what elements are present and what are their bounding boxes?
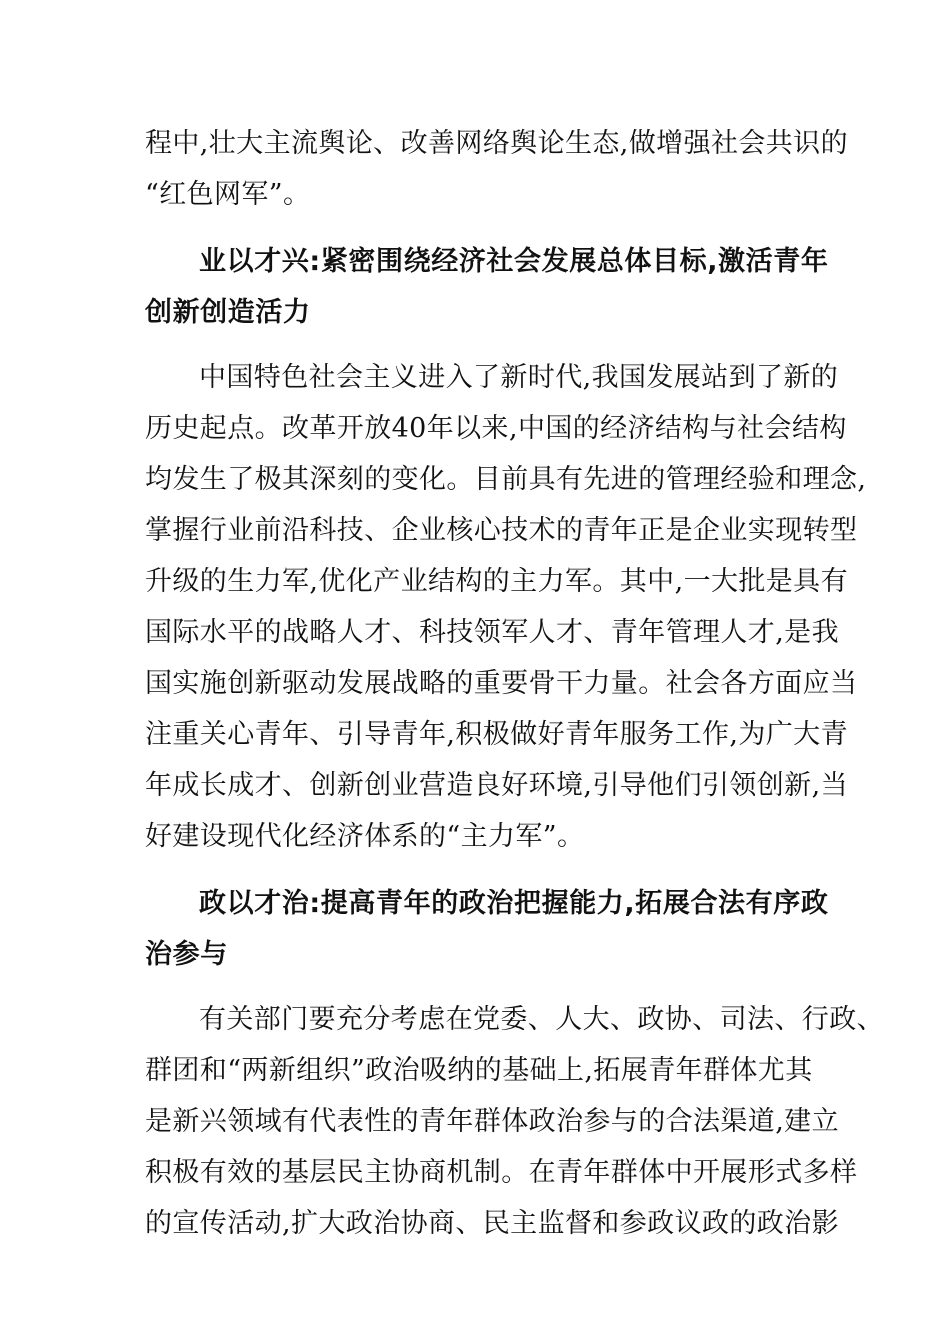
paragraph-line: 均发生了极其深刻的变化。目前具有先进的管理经验和理念,: [145, 464, 867, 495]
document-page: [145, 118, 884, 1249]
paragraph-line: 注重关心青年、引导青年,积极做好青年服务工作,为广大青: [145, 719, 848, 750]
paragraph-line: 升级的生力军,优化产业结构的主力军。其中,一大批是具有: [145, 566, 848, 597]
paragraph-line: 中国特色社会主义进入了新时代,我国发展站到了新的: [199, 362, 839, 393]
paragraph-line: 年成长成才、创新创业营造良好环境,引导他们引领创新,当: [145, 770, 848, 801]
intro-paragraph: [145, 118, 848, 220]
section-heading-2: [145, 878, 829, 980]
paragraph-line: 国实施创新驱动发展战略的重要骨干力量。社会各方面应当: [145, 668, 858, 699]
paragraph-line: 历史起点。改革开放40年以来,中国的经济结构与社会结构: [145, 413, 847, 444]
section-paragraph-1: [145, 352, 867, 862]
paragraph-line: 有关部门要充分考虑在党委、人大、政协、司法、行政、: [199, 1004, 884, 1035]
heading-line: 创新创造活力: [145, 297, 311, 328]
heading-line: 政以才治:提高青年的政治把握能力,拓展合法有序政: [199, 888, 829, 919]
section-heading-1: [145, 236, 829, 338]
paragraph-line: 程中,壮大主流舆论、改善网络舆论生态,做增强社会共识的: [145, 128, 848, 159]
paragraph-line: 群团和“两新组织”政治吸纳的基础上,拓展青年群体尤其: [145, 1055, 813, 1086]
section-paragraph-2: [145, 994, 884, 1249]
paragraph-line: 是新兴领域有代表性的青年群体政治参与的合法渠道,建立: [145, 1106, 839, 1137]
paragraph-line: “红色网军”。: [145, 179, 311, 210]
paragraph-line: 的宣传活动,扩大政治协商、民主监督和参政议政的政治影: [145, 1208, 839, 1239]
paragraph-line: 好建设现代化经济体系的“主力军”。: [145, 821, 585, 852]
heading-line: 业以才兴:紧密围绕经济社会发展总体目标,激活青年: [199, 246, 829, 277]
paragraph-line: 国际水平的战略人才、科技领军人才、青年管理人才,是我: [145, 617, 839, 648]
heading-line: 治参与: [145, 939, 228, 970]
paragraph-line: 积极有效的基层民主协商机制。在青年群体中开展形式多样: [145, 1157, 858, 1188]
paragraph-line: 掌握行业前沿科技、企业核心技术的青年正是企业实现转型: [145, 515, 858, 546]
